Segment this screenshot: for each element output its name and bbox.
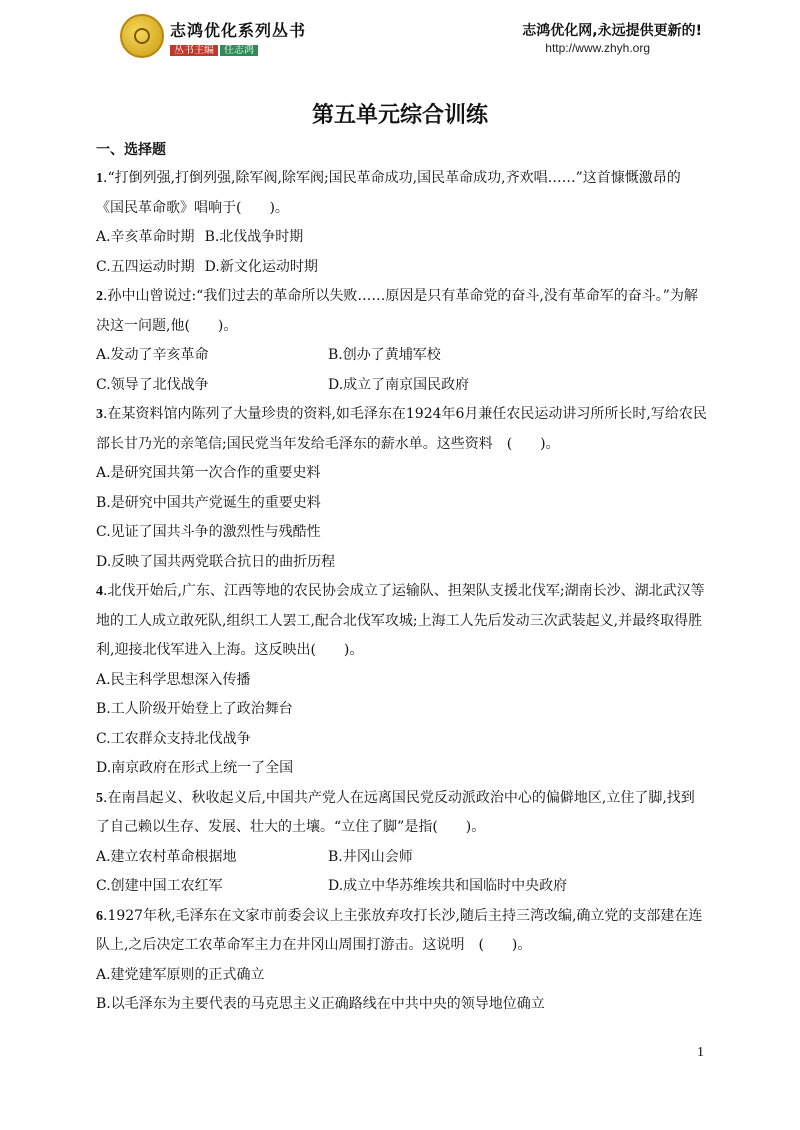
options-row (96, 253, 708, 283)
option-a[interactable]: A.建立农村革命根据地 (96, 848, 237, 865)
page-number: 1 (697, 1045, 704, 1060)
series-title: 志鸿优化系列丛书 (170, 21, 307, 40)
option-d[interactable]: D.新文化运动时期 (204, 258, 318, 275)
option-a[interactable]: A.辛亥革命时期 (96, 229, 195, 245)
question-stem: .在南昌起义、秋收起义后,中国共产党人在远离国民党反动派政治中心的偏僻地区,立住了脚,找到了自己赖以生存、发展、壮大的土壤。“立住了脚”是指( )。 (96, 789, 695, 835)
option-c[interactable]: C.创建中国工农红军 (96, 878, 223, 894)
editor-name: 任志鸿 (220, 45, 258, 56)
option-d[interactable]: D.南京政府在形式上统一了全国 (96, 760, 294, 776)
question-number: 6 (96, 908, 103, 924)
series-editor (170, 41, 258, 56)
option-b[interactable]: B.工人阶级开始登上了政治舞台 (96, 701, 293, 717)
section-heading: 一、选择题 (96, 142, 166, 158)
option-c[interactable]: C.五四运动时期 (96, 258, 195, 275)
option-b[interactable]: B.创办了黄埔军校 (328, 347, 441, 363)
question-1 (96, 164, 708, 223)
options-row (96, 371, 708, 401)
site-slogan: 志鸿优化网,永远提供更新的! (522, 23, 702, 39)
option-d[interactable]: D.成立中华苏维埃共和国临时中央政府 (328, 878, 568, 894)
question-6 (96, 902, 708, 961)
question-stem: .“打倒列强,打倒列强,除军阀,除军阀;国民革命成功,国民革命成功,齐欢唱……”这首慷慨激昂的《国民革命歌》唱响于( )。 (96, 170, 681, 216)
options-row (96, 223, 708, 253)
option-a[interactable]: A.是研究国共第一次合作的重要史料 (96, 465, 321, 481)
options-row (96, 341, 708, 371)
option-b[interactable]: B.以毛泽东为主要代表的马克思主义正确路线在中共中央的领导地位确立 (96, 996, 545, 1012)
question-number: 2 (96, 289, 103, 304)
question-stem: .1927年秋,毛泽东在文家市前委会议上主张放弃攻打长沙,随后主持三湾改编,确立党的支部建在连队上,之后决定工农革命军主力在井冈山周围打游击。这说明 ( )。 (96, 907, 703, 953)
option-c[interactable]: C.见证了国共斗争的激烈性与残酷性 (96, 524, 321, 540)
question-5 (96, 784, 708, 843)
option-c[interactable]: C.领导了北伐战争 (96, 376, 209, 393)
option-a[interactable]: A.民主科学思想深入传播 (96, 671, 251, 688)
option-a[interactable]: A.发动了辛亥革命 (96, 347, 209, 363)
site-url[interactable]: http://www.zhyh.org (545, 41, 650, 55)
option-a[interactable]: A.建党建军原则的正式确立 (96, 966, 265, 983)
question-3 (96, 400, 708, 459)
option-b[interactable]: B.井冈山会师 (328, 848, 413, 865)
question-list (96, 136, 708, 1020)
question-number: 1 (96, 171, 103, 186)
question-stem: .北伐开始后,广东、江西等地的农民协会成立了运输队、担架队支援北伐军;湖南长沙、湖北武汉等地的工人成立敢死队,组织工人罢工,配合北伐军攻城;上海工人先后发动三次武装起义,并最终取得胜利,迎接北伐军进入上海。这反映出( )。 (96, 583, 705, 658)
option-d[interactable]: D.成立了南京国民政府 (328, 376, 470, 393)
option-b[interactable]: B.是研究中国共产党诞生的重要史料 (96, 494, 321, 511)
book-logo-icon (120, 14, 164, 58)
options-row (96, 872, 708, 902)
question-stem: .在某资料馆内陈列了大量珍贵的资料,如毛泽东在1924年6月兼任农民运动讲习所所长时,写给农民部长甘乃光的亲笔信;国民党当年发给毛泽东的薪水单。这些资料 ( )。 (96, 406, 707, 452)
question-number: 4 (96, 584, 103, 599)
question-number: 5 (96, 790, 103, 806)
option-d[interactable]: D.反映了国共两党联合抗日的曲折历程 (96, 553, 336, 570)
option-b[interactable]: B.北伐战争时期 (204, 229, 304, 245)
option-c[interactable]: C.工农群众支持北伐战争 (96, 730, 251, 747)
page-title: 第五单元综合训练 (311, 103, 488, 128)
page-header (0, 0, 800, 70)
question-4 (96, 577, 708, 666)
question-2 (96, 282, 708, 341)
question-number: 3 (96, 407, 103, 422)
question-stem: .孙中山曾说过:“我们过去的革命所以失败……原因是只有革命党的奋斗,没有革命军的奋斗。”为解决这一问题,他( )。 (96, 288, 698, 334)
editor-tag: 丛书主编 (170, 45, 218, 56)
options-row (96, 843, 708, 873)
